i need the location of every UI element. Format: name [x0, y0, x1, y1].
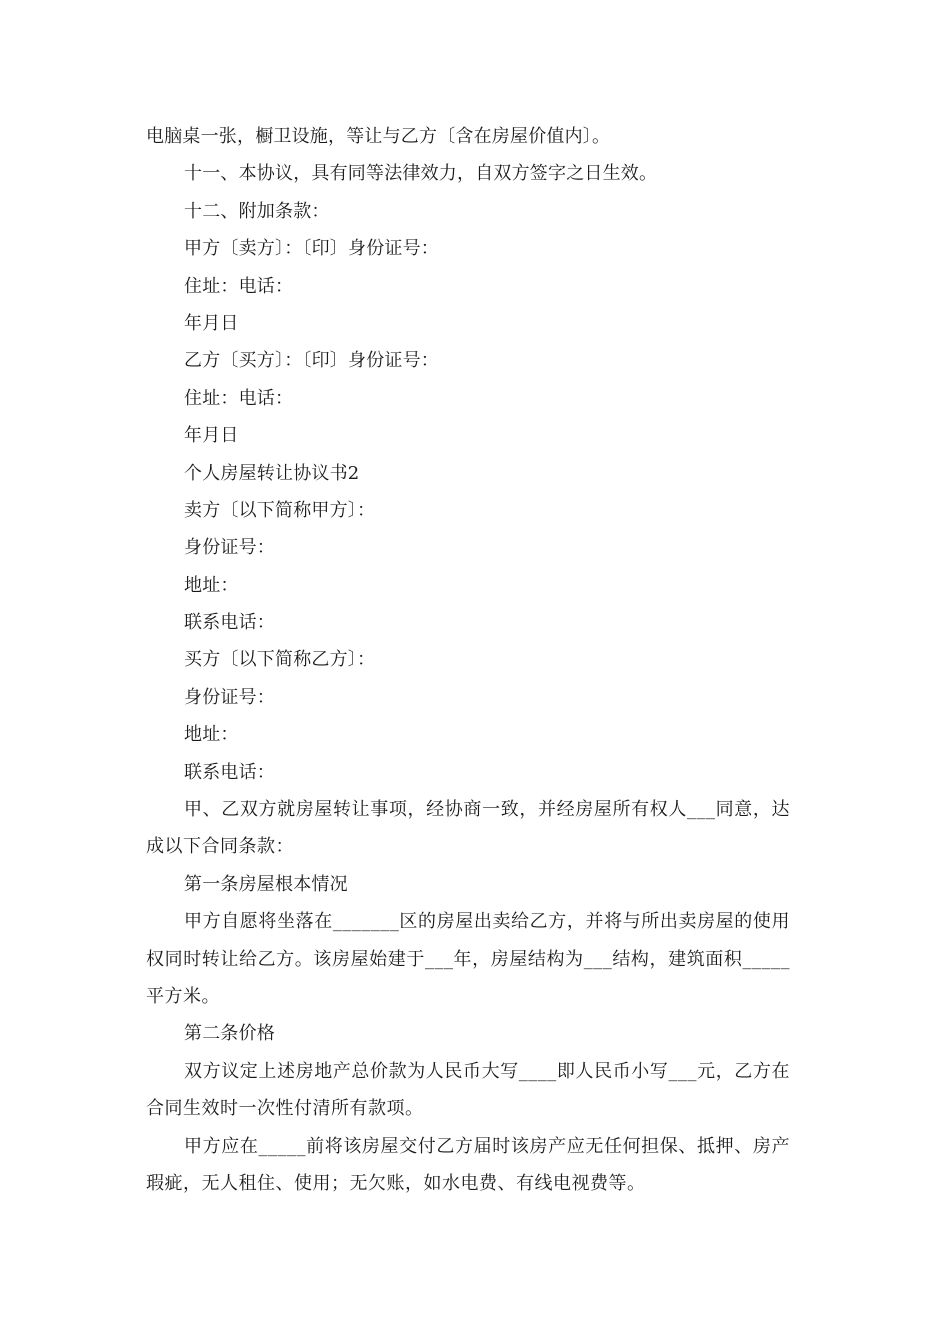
document-page [146, 118, 790, 1202]
party-b-signature: 乙方〔买方〕：〔印〕身份证号： [184, 350, 439, 372]
party-a-signature: 甲方〔卖方〕：〔印〕身份证号： [184, 238, 439, 260]
clause-eleven: 十一、本协议，具有同等法律效力，自双方签字之日生效。 [184, 163, 658, 185]
party-a-date: 年月日 [184, 312, 239, 334]
article-one-paragraph: 甲方自愿将坐落在_______区的房屋出卖给乙方，并将与所出卖房屋的使用权同时转让给乙方。该房屋始建于___年，房屋结构为___结构，建筑面积_____平方米。 [146, 911, 790, 1008]
article-two-paragraph: 双方议定上述房地产总价款为人民币大写____即人民币小写___元，乙方在合同生效时一次性付清所有款项。 [146, 1060, 790, 1120]
party-a-address: 住址：电话： [184, 275, 294, 297]
seller-phone: 联系电话： [184, 612, 275, 634]
seller-address: 地址： [184, 574, 239, 596]
buyer-phone: 联系电话： [184, 761, 275, 783]
text-line: 电脑桌一张，橱卫设施，等让与乙方〔含在房屋价值内〕。 [146, 126, 611, 147]
buyer-id: 身份证号： [184, 686, 275, 708]
party-b-address: 住址：电话： [184, 387, 294, 409]
delivery-paragraph: 甲方应在_____前将该房屋交付乙方届时该房产应无任何担保、抵押、房产瑕疵，无人租住、使用；无欠账，如水电费、有线电视费等。 [146, 1135, 790, 1195]
seller-id: 身份证号： [184, 537, 275, 559]
article-one-heading: 第一条房屋根本情况 [184, 873, 348, 895]
buyer-label: 买方〔以下简称乙方〕： [184, 649, 376, 671]
party-b-date: 年月日 [184, 425, 239, 447]
clause-twelve: 十二、附加条款： [184, 200, 330, 222]
document-title: 个人房屋转让协议书2 [184, 462, 360, 484]
buyer-address: 地址： [184, 724, 239, 746]
article-two-heading: 第二条价格 [184, 1023, 275, 1045]
intro-paragraph: 甲、乙双方就房屋转让事项，经协商一致，并经房屋所有权人___同意，达成以下合同条款： [146, 799, 790, 858]
seller-label: 卖方〔以下简称甲方〕： [184, 499, 376, 521]
